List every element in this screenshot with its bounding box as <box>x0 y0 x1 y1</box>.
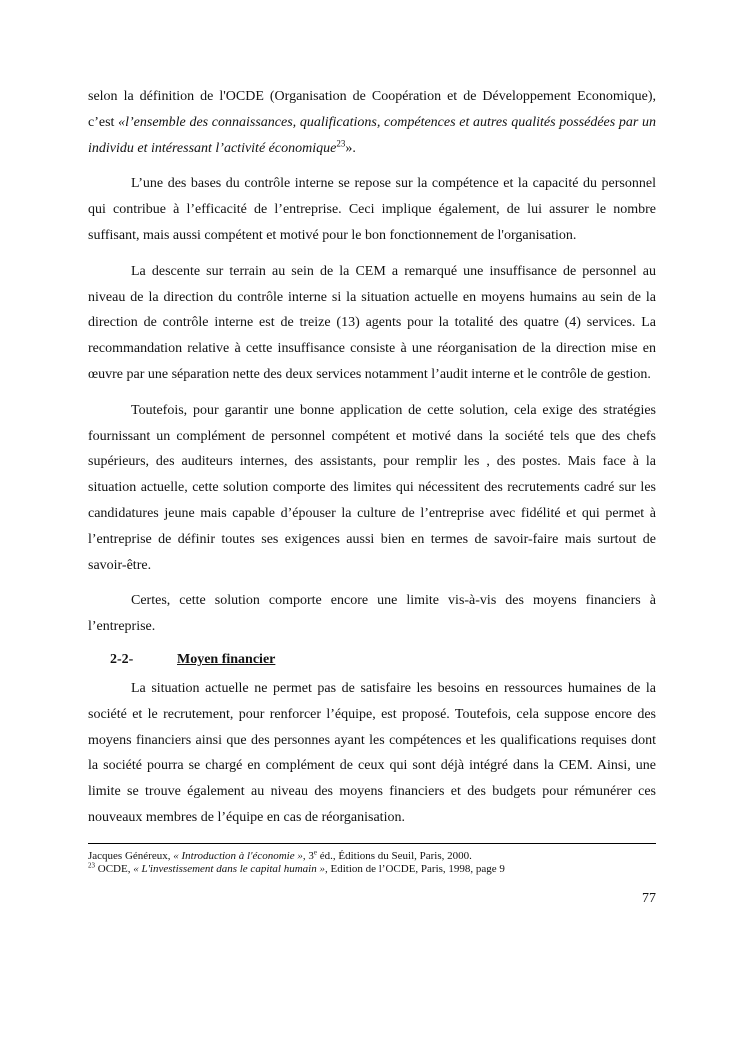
section-title: Moyen financier <box>177 651 276 667</box>
paragraph-1-text: selon la définition de l'OCDE (Organisation de Coopération et de Développement Economique), c’est <box>88 89 656 130</box>
document-page <box>88 84 656 907</box>
footnote-divider <box>88 843 656 844</box>
paragraph-3: La descente sur terrain au sein de la CEM a remarqué une insuffisance de personnel au niveau de la direction du contrôle interne si la situation actuelle en moyens humains au sein de la direction de contrôle interne est de treize (13) agents pour la totalité des quatre (4) services. La recommandation relative à cette insuffisance consiste à une réorganisation de la direction mise en œuvre par une séparation nette des deux services notamment l’audit interne et le contrôle de gestion. <box>88 263 656 382</box>
footnote-23-title: « L'investissement dans le capital humain » <box>133 863 325 876</box>
footnote-ref-23[interactable]: 23 <box>336 137 346 148</box>
section-heading <box>88 649 656 671</box>
footnote-23-author: OCDE, <box>95 863 134 876</box>
footnote-23-publisher: , Edition de l’OCDE, Paris, 1998, page 9 <box>324 863 505 876</box>
paragraph-1 <box>88 84 656 161</box>
footnote-1-author: Jacques Généreux, <box>88 849 174 862</box>
footnote-23 <box>88 863 656 877</box>
paragraph-2: L’une des bases du contrôle interne se repose sur la compétence et la capacité du personnel qui contribue à l’efficacité de l’entreprise. Ceci implique également, de lui assurer le nombre suffisant, mais aussi compétent et motivé pour le bon fonctionnement de l'organisation. <box>88 176 656 243</box>
footnote-1-publisher: éd., Éditions du Seuil, Paris, 2000. <box>316 849 472 862</box>
section-number: 2-2- <box>110 651 134 667</box>
paragraph-1-end: ». <box>345 140 356 156</box>
paragraph-1-quote: «l’ensemble des connaissances, qualifications, compétences et autres qualités possédées par un individu et intéressant l’activité économique <box>88 114 657 156</box>
footnote-1-edition: , 3 <box>302 849 314 862</box>
paragraph-4: Toutefois, pour garantir une bonne application de cette solution, cela exige des stratégies fournissant un complément de personnel compétent et motivé dans la société tels que des chefs supérieurs, des auditeurs internes, des assistants, pour remplir les , des postes. Mais face à la situation actuelle, cette solution comporte des limites qui nécessitent des recrutements cadré sur les candidatures jeune mais capable d’épouser la culture de l’entreprise avec fidélité et qui permet à l’entreprise de définir toutes ses exigences aussi bien en termes de savoir-faire mais surtout de savoir-être. <box>88 402 656 573</box>
paragraph-5: Certes, cette solution comporte encore une limite vis-à-vis des moyens financiers à l’entreprise. <box>88 593 656 635</box>
page-number: 77 <box>642 890 656 906</box>
paragraph-6: La situation actuelle ne permet pas de satisfaire les besoins en ressources humaines de la société et le recrutement, pour renforcer l’équipe, est proposé. Toutefois, cela suppose encore des moyens financiers ainsi que des personnes ayant les compétences et les qualifications requises dont la société pourra se chargé en complément de ceux qui sont déjà intégré dans la CEM. Ainsi, une limite se trouve également au niveau des moyens financiers et des budgets pour rémunérer ces nouveaux membres de l’équipe en cas de réorganisation. <box>88 680 656 825</box>
footnote-23-number: 23 <box>88 861 95 870</box>
footnote-1 <box>88 850 656 864</box>
footnote-1-sup: e <box>313 848 317 857</box>
footnote-1-title: « Introduction à l'économie » <box>173 849 303 862</box>
